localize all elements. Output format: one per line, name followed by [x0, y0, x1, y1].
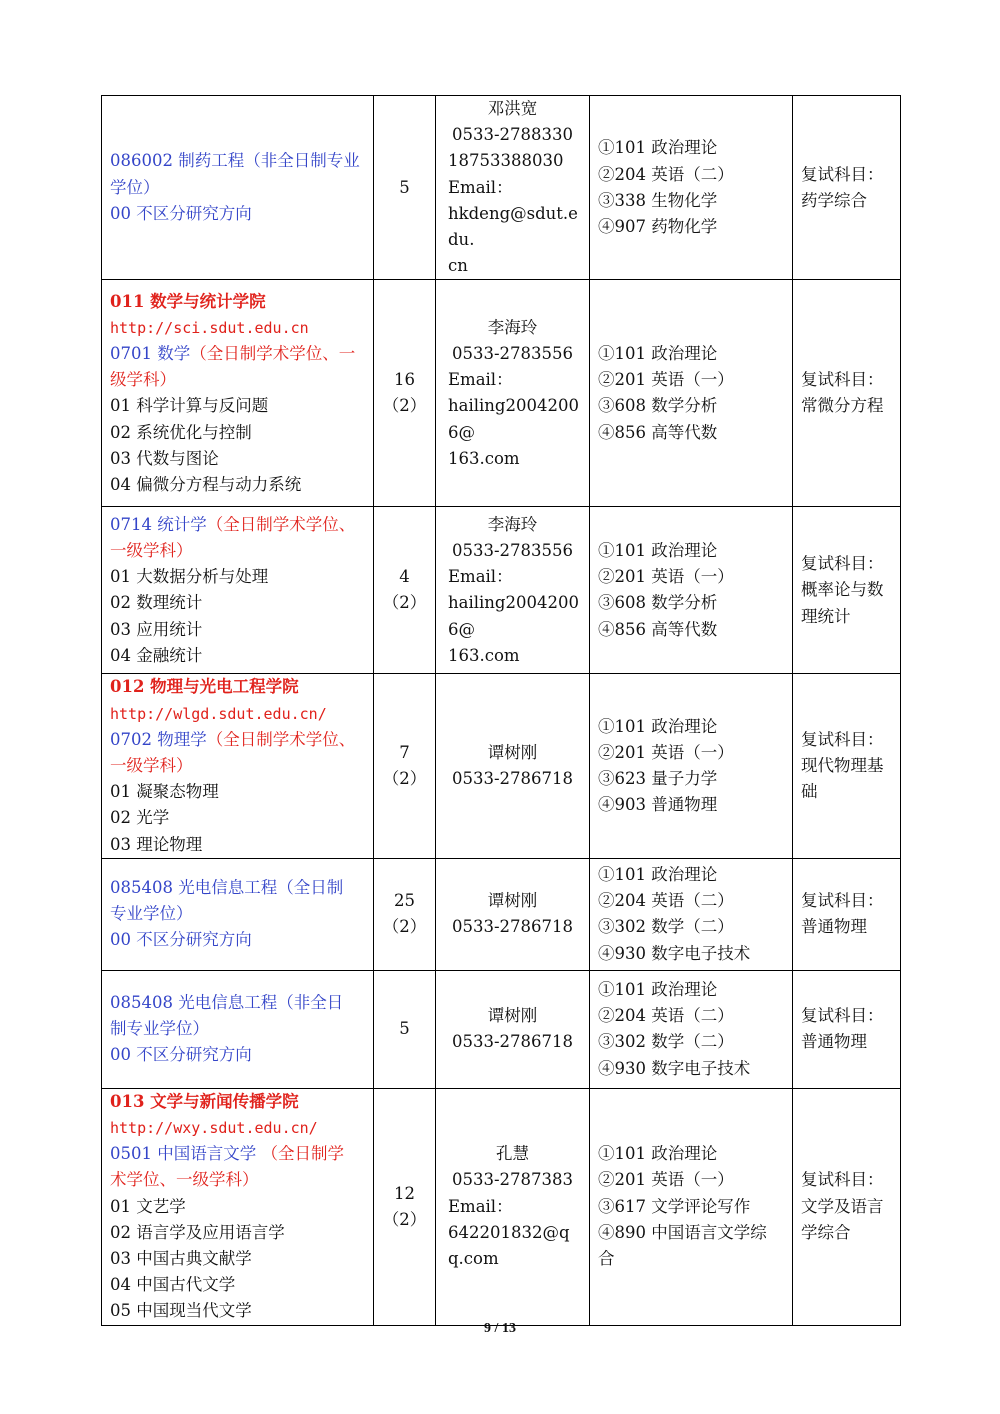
contact-name: 谭树刚	[487, 742, 538, 762]
enrollment-count: （2）	[382, 396, 427, 416]
exam-subject: ④903 普通物理	[598, 795, 718, 815]
program-line: 03 理论物理	[110, 834, 203, 854]
program-cell	[102, 970, 374, 1088]
retest-cell	[793, 507, 901, 674]
enrollment-count-cell	[374, 1088, 436, 1325]
program-line: 011 数学与统计学院	[110, 291, 266, 311]
enrollment-count: 12	[394, 1183, 415, 1203]
program-type: （全日制学术学位、一	[190, 344, 356, 364]
exam-subject: ③608 数学分析	[598, 396, 718, 416]
contact-line: hkdeng@sdut.edu.	[448, 203, 578, 250]
admissions-table	[101, 95, 901, 1326]
exam-subjects-cell	[590, 674, 793, 858]
contact-line: 18753388030	[448, 151, 564, 171]
exam-subject: ④930 数字电子技术	[598, 1058, 751, 1078]
contact-line: cn	[448, 256, 468, 276]
page-total: 13	[501, 1321, 516, 1336]
contact-cell	[436, 280, 590, 507]
contact-line: 0533-2786718	[451, 1032, 574, 1052]
contact-cell	[436, 970, 590, 1088]
program-line: 04 金融统计	[110, 645, 203, 665]
enrollment-count: （2）	[382, 917, 427, 937]
exam-subject: 合	[598, 1249, 615, 1269]
enrollment-count: 16	[394, 370, 415, 390]
contact-name: 李海玲	[487, 514, 538, 534]
exam-subject: ③302 数学（二）	[598, 917, 734, 937]
enrollment-count-cell	[374, 96, 436, 280]
contact-name: 孔慧	[496, 1144, 529, 1164]
exam-subject: ①101 政治理论	[598, 716, 718, 736]
enrollment-count: （2）	[382, 1209, 427, 1229]
program-cell	[102, 858, 374, 970]
retest-line: 复试科目：	[801, 891, 884, 911]
retest-cell	[793, 280, 901, 507]
retest-line: 复试科目：	[801, 370, 884, 390]
enrollment-count: 5	[399, 177, 410, 197]
enrollment-count: （2）	[382, 769, 427, 789]
enrollment-count-cell	[374, 970, 436, 1088]
exam-subject: ①101 政治理论	[598, 541, 718, 561]
program-code-name: 0714 统计学	[110, 514, 207, 534]
contact-name: 谭树刚	[487, 891, 538, 911]
exam-subject: ①101 政治理论	[598, 1144, 718, 1164]
exam-subject: ②201 英语（一）	[598, 567, 734, 587]
exam-subject: ①101 政治理论	[598, 138, 718, 158]
program-line: 01 凝聚态物理	[110, 782, 219, 802]
enrollment-count: 4	[399, 567, 410, 587]
program-title-line	[110, 341, 365, 367]
retest-cell	[793, 96, 901, 280]
enrollment-count: 25	[394, 891, 415, 911]
program-code-name: 0701 数学	[110, 344, 191, 364]
contact-name: 李海玲	[487, 317, 538, 337]
program-line: 04 中国古代文学	[110, 1275, 236, 1295]
program-line: 05 中国现当代文学	[110, 1301, 252, 1321]
retest-line: 复试科目：	[801, 1170, 884, 1190]
enrollment-count: 7	[399, 742, 410, 762]
exam-subjects-cell	[590, 507, 793, 674]
exam-subject: ③338 生物化学	[598, 190, 718, 210]
table-row	[102, 674, 901, 858]
exam-subject: ②204 英语（二）	[598, 891, 734, 911]
retest-cell	[793, 858, 901, 970]
retest-line: 复试科目：	[801, 1006, 884, 1026]
program-line: 01 大数据分析与处理	[110, 567, 269, 587]
contact-cell	[436, 674, 590, 858]
exam-subject: ④856 高等代数	[598, 619, 718, 639]
contact-name: 邓洪宽	[487, 99, 538, 118]
retest-line: 文学及语言	[801, 1196, 884, 1216]
program-line: 02 系统优化与控制	[110, 422, 252, 442]
program-line: 04 偏微分方程与动力系统	[110, 475, 302, 495]
program-line: 086002 制药工程（非全日制专业	[110, 151, 360, 171]
program-type: （全日制学术学位、	[206, 514, 356, 534]
retest-line: 理统计	[801, 606, 851, 626]
program-line: 013 文学与新闻传播学院	[110, 1091, 299, 1111]
contact-cell	[436, 96, 590, 280]
exam-subject: ④890 中国语言文学综	[598, 1222, 767, 1242]
program-line: 085408 光电信息工程（全日制	[110, 878, 344, 898]
contact-line: Email：	[448, 1196, 513, 1216]
program-title-line	[110, 512, 365, 538]
contact-line: hailing20042006@	[448, 593, 579, 639]
exam-subject: ②201 英语（一）	[598, 1170, 734, 1190]
exam-subjects-cell	[590, 970, 793, 1088]
enrollment-count-cell	[374, 507, 436, 674]
contact-line: 0533-2783556	[451, 344, 574, 364]
retest-cell	[793, 1088, 901, 1325]
exam-subject: ③608 数学分析	[598, 593, 718, 613]
program-code-name: 0702 物理学	[110, 729, 207, 749]
exam-subject: ④856 高等代数	[598, 422, 718, 442]
contact-line: 0533-2788330	[451, 125, 574, 145]
contact-line: Email：	[448, 567, 513, 587]
program-line: 085408 光电信息工程（非全日	[110, 993, 344, 1013]
program-cell	[102, 674, 374, 858]
contact-line: Email：	[448, 370, 513, 390]
program-type: （全日制学	[261, 1144, 344, 1164]
retest-line: 普通物理	[801, 917, 867, 937]
retest-line: 复试科目：	[801, 729, 884, 749]
retest-line: 常微分方程	[801, 396, 884, 416]
exam-subject: ③302 数学（二）	[598, 1032, 734, 1052]
exam-subject: ②201 英语（一）	[598, 370, 734, 390]
exam-subjects-cell	[590, 280, 793, 507]
retest-cell	[793, 970, 901, 1088]
contact-line: Email：	[448, 177, 513, 197]
program-line: 01 文艺学	[110, 1196, 186, 1216]
contact-name: 谭树刚	[487, 1006, 538, 1026]
program-line: 03 应用统计	[110, 619, 203, 639]
page-separator: /	[494, 1321, 499, 1336]
table-row	[102, 1088, 901, 1325]
program-line: 01 科学计算与反问题	[110, 396, 269, 416]
contact-line: 163.com	[448, 645, 520, 665]
program-line: 术学位、一级学科）	[110, 1170, 259, 1190]
page-footer	[0, 1321, 1000, 1337]
exam-subjects-cell	[590, 858, 793, 970]
exam-subject: ③617 文学评论写作	[598, 1196, 751, 1216]
enrollment-count: 5	[399, 1019, 410, 1039]
retest-line: 础	[801, 782, 818, 802]
retest-line: 普通物理	[801, 1032, 867, 1052]
program-line: 00 不区分研究方向	[110, 930, 252, 950]
contact-line: 0533-2783556	[451, 541, 574, 561]
table-body	[102, 96, 901, 1326]
exam-subject: ②204 英语（二）	[598, 164, 734, 184]
program-title-line	[110, 1141, 365, 1167]
program-cell	[102, 280, 374, 507]
program-line: 制专业学位）	[110, 1019, 209, 1039]
program-cell	[102, 96, 374, 280]
retest-cell	[793, 674, 901, 858]
program-line: 00 不区分研究方向	[110, 1045, 252, 1065]
retest-line: 现代物理基	[801, 756, 884, 776]
table-row	[102, 858, 901, 970]
program-line: http://sci.sdut.edu.cn	[110, 318, 309, 337]
retest-line: 复试科目：	[801, 554, 884, 574]
retest-line: 药学综合	[801, 190, 867, 210]
program-type: （全日制学术学位、	[206, 729, 356, 749]
exam-subject: ④930 数字电子技术	[598, 943, 751, 963]
table-row	[102, 507, 901, 674]
program-line: 一级学科）	[110, 756, 193, 776]
program-line: http://wlgd.sdut.edu.cn/	[110, 704, 327, 723]
retest-line: 复试科目：	[801, 164, 884, 184]
retest-line: 概率论与数	[801, 580, 884, 600]
retest-line: 学综合	[801, 1222, 851, 1242]
exam-subject: ①101 政治理论	[598, 344, 718, 364]
exam-subject: ②204 英语（二）	[598, 1006, 734, 1026]
enrollment-count: （2）	[382, 593, 427, 613]
program-line: 03 代数与图论	[110, 448, 219, 468]
contact-line: hailing20042006@	[448, 396, 579, 442]
exam-subject: ①101 政治理论	[598, 864, 718, 884]
enrollment-count-cell	[374, 674, 436, 858]
exam-subject: ①101 政治理论	[598, 979, 718, 999]
program-line: 02 语言学及应用语言学	[110, 1222, 285, 1242]
page-number: 9	[484, 1321, 492, 1336]
program-line: 级学科）	[110, 370, 176, 390]
exam-subject: ④907 药物化学	[598, 216, 718, 236]
program-line: 一级学科）	[110, 541, 193, 561]
program-line: 02 数理统计	[110, 593, 203, 613]
program-cell	[102, 1088, 374, 1325]
exam-subject: ③623 量子力学	[598, 769, 718, 789]
contact-line: 0533-2786718	[451, 917, 574, 937]
contact-line: 0533-2787383	[451, 1170, 574, 1190]
program-line: 00 不区分研究方向	[110, 203, 252, 223]
contact-line: 163.com	[448, 448, 520, 468]
table-row	[102, 96, 901, 280]
table-row	[102, 970, 901, 1088]
exam-subjects-cell	[590, 96, 793, 280]
contact-line: 0533-2786718	[451, 769, 574, 789]
program-line: 03 中国古典文献学	[110, 1249, 252, 1269]
program-line: http://wxy.sdut.edu.cn/	[110, 1119, 318, 1138]
enrollment-count-cell	[374, 858, 436, 970]
contact-cell	[436, 507, 590, 674]
program-cell	[102, 507, 374, 674]
enrollment-count-cell	[374, 280, 436, 507]
contact-line: 642201832@qq.com	[448, 1222, 570, 1269]
program-line: 学位）	[110, 177, 160, 197]
exam-subject: ②201 英语（一）	[598, 742, 734, 762]
exam-subjects-cell	[590, 1088, 793, 1325]
table-row	[102, 280, 901, 507]
contact-cell	[436, 858, 590, 970]
program-line: 012 物理与光电工程学院	[110, 677, 299, 697]
program-line: 02 光学	[110, 808, 170, 828]
program-line: 专业学位）	[110, 904, 193, 924]
contact-cell	[436, 1088, 590, 1325]
program-title-line	[110, 727, 365, 753]
program-code-name: 0501 中国语言文学	[110, 1144, 262, 1164]
